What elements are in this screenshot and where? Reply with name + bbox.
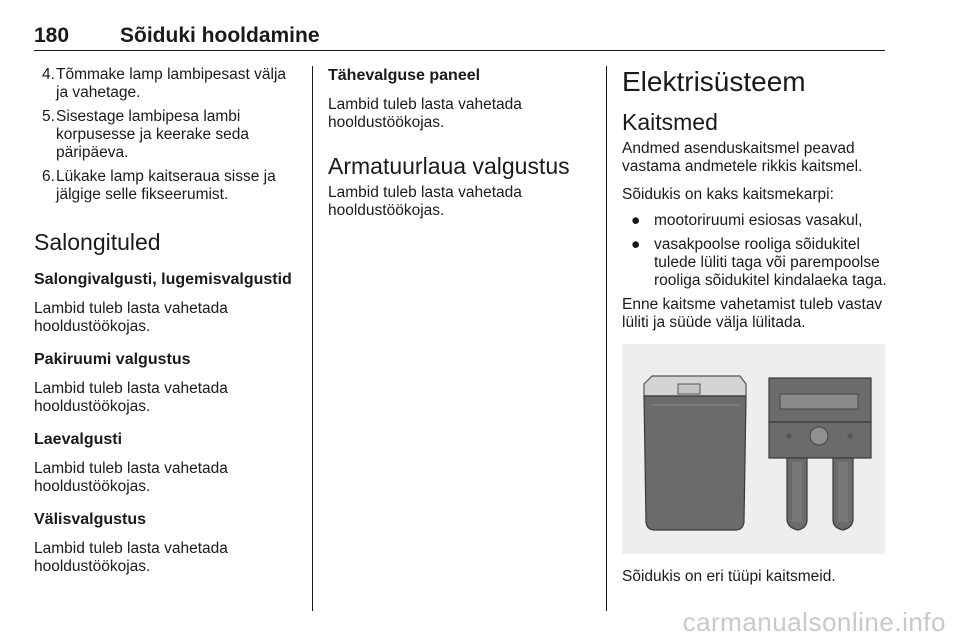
subsection-title: Laevalgusti [34, 431, 123, 448]
column-divider [312, 66, 313, 611]
step-list [34, 66, 302, 204]
paragraph: Enne kaitsme vahetamist tuleb vastav lüliti ja süüde välja lülitada. [622, 296, 883, 331]
bullet-icon: ● [631, 236, 641, 253]
step-text: Sisestage lambipesa lambi korpusesse ja keerake seda päripäeva. [56, 108, 250, 161]
subsection-text: Lambid tuleb lasta vahetada hooldustöökojas. [34, 380, 228, 415]
bullet-icon: ● [631, 212, 641, 229]
subsection-title: Välisvalgustus [34, 511, 147, 528]
step-item [34, 108, 302, 162]
paragraph: Sõidukis on kaks kaitsmekarpi: [622, 186, 834, 203]
step-item [34, 168, 302, 204]
fuse-figure [622, 344, 885, 554]
maxi-fuse-icon [644, 376, 746, 530]
subsection-title: Salongivalgusti, lugemisvalgustid [34, 271, 292, 288]
fuse-types-illustration-icon [622, 344, 885, 554]
subsection-text: Lambid tuleb lasta vahetada hooldustöökojas. [34, 300, 228, 335]
section-text: Lambid tuleb lasta vahetada hooldustöökojas. [328, 184, 522, 219]
subsection-title: Tähevalguse paneel [328, 67, 481, 84]
step-number: 4. [42, 66, 55, 83]
paragraph: Andmed asenduskaitsmel peavad vastama andmetele rikkis kaitsmel. [622, 140, 863, 175]
column-right [622, 66, 888, 586]
subsection-text: Lambid tuleb lasta vahetada hooldustöökojas. [34, 540, 228, 575]
step-text: Lükake lamp kaitseraua sisse ja jälgige selle fikseerumist. [56, 168, 276, 203]
section-title-armatuurlaua: Armatuurlaua valgustus [328, 153, 570, 179]
subsection-title: Pakiruumi valgustus [34, 351, 191, 368]
step-number: 5. [42, 108, 55, 125]
column-divider [606, 66, 607, 611]
column-left [34, 66, 302, 576]
figure-caption: Sõidukis on eri tüüpi kaitsmeid. [622, 568, 836, 585]
page-header [34, 24, 885, 51]
column-middle [328, 66, 596, 220]
page-number: 180 [34, 24, 70, 47]
blade-fuse-icon [769, 378, 871, 530]
step-item [34, 66, 302, 102]
page-title: Sõiduki hooldamine [120, 24, 320, 47]
bullet-list [622, 212, 888, 290]
section-title-salongituled: Salongituled [34, 229, 161, 255]
bullet-text: mootoriruumi esiosas vasakul, [654, 212, 863, 229]
watermark: carmanualsonline.info [682, 607, 946, 637]
step-text: Tõmmake lamp lambipesast välja ja vahetage. [56, 66, 287, 101]
section-title-kaitsmed: Kaitsmed [622, 109, 718, 135]
step-number: 6. [42, 168, 55, 185]
bullet-item [622, 212, 888, 230]
bullet-item [622, 236, 888, 290]
chapter-title: Elektrisüsteem [622, 66, 806, 97]
subsection-text: Lambid tuleb lasta vahetada hooldustöökojas. [328, 96, 522, 131]
subsection-text: Lambid tuleb lasta vahetada hooldustöökojas. [34, 460, 228, 495]
bullet-text: vasakpoolse rooliga sõidukitel tulede lüliti taga või parempoolse rooliga sõidukitel kindalaeka taga. [654, 236, 887, 289]
